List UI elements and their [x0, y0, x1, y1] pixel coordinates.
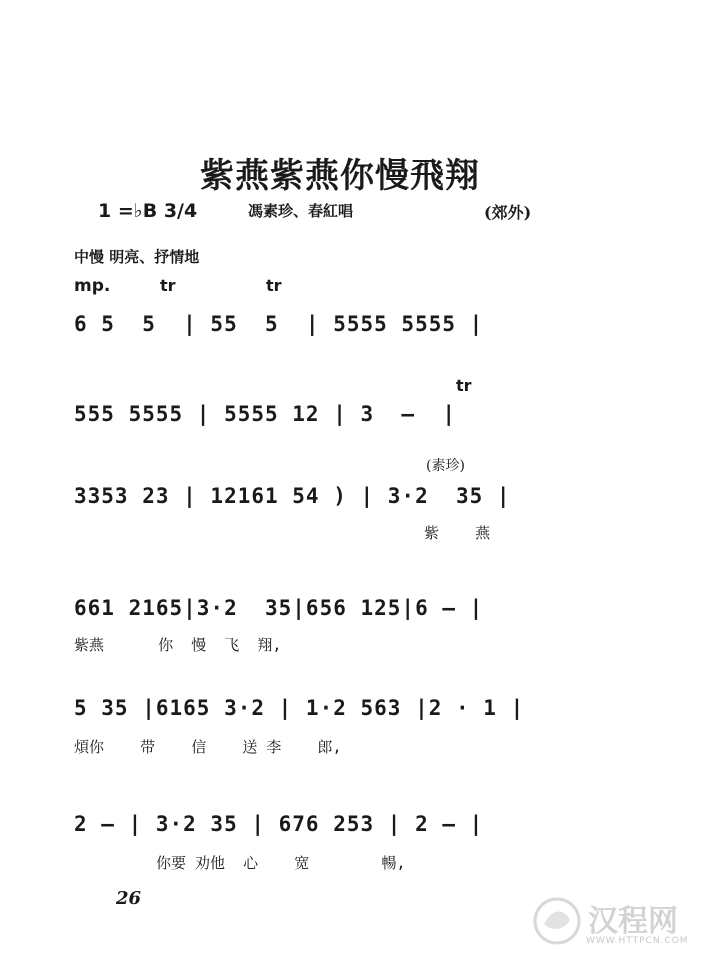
notation-row: 3353 23 | 12161 54 ) | 3·2 35 | [74, 484, 511, 508]
watermark-text: 汉程网 [588, 904, 678, 939]
notation-row: 2 — | 3·2 35 | 676 253 | 2 — | [74, 812, 484, 836]
scene-note: (郊外) [484, 203, 532, 222]
singers-credit: 馮素珍、春紅唱 [248, 202, 354, 220]
lyric-row: 煩你 带 信 送 李 郎, [74, 738, 342, 756]
lyric-row: 紫 燕 [424, 524, 491, 542]
page-number: 26 [116, 888, 142, 909]
singer-mark: (素珍) [426, 458, 465, 474]
lyric-row: 紫燕 你 慢 飞 翔, [74, 636, 282, 654]
watermark-logo-icon [530, 894, 584, 948]
notation-row: 661 2165|3·2 35|656 125|6 — | [74, 596, 484, 620]
key-signature: 1 =♭B 3/4 [98, 200, 198, 222]
dynamic-marking: mp. [74, 276, 111, 296]
trill-mark: tr [456, 376, 472, 395]
trill-mark: tr [266, 276, 282, 295]
trill-mark: tr [160, 276, 176, 295]
tempo-marking: 中慢 明亮、抒情地 [74, 248, 200, 266]
notation-row: 6 5 5 | 55 5 | 5555 5555 | [74, 312, 484, 336]
notation-row: 5 35 |6165 3·2 | 1·2 563 |2 · 1 | [74, 696, 525, 720]
song-title: 紫燕紫燕你慢飛翔 [200, 156, 480, 196]
site-watermark [526, 888, 706, 958]
notation-row: 555 5555 | 5555 12 | 3 — | [74, 402, 457, 426]
lyric-row: 你要 劝他 心 宽 暢, [156, 854, 406, 872]
watermark-url: WWW.HTTPCN.COM [586, 936, 689, 946]
